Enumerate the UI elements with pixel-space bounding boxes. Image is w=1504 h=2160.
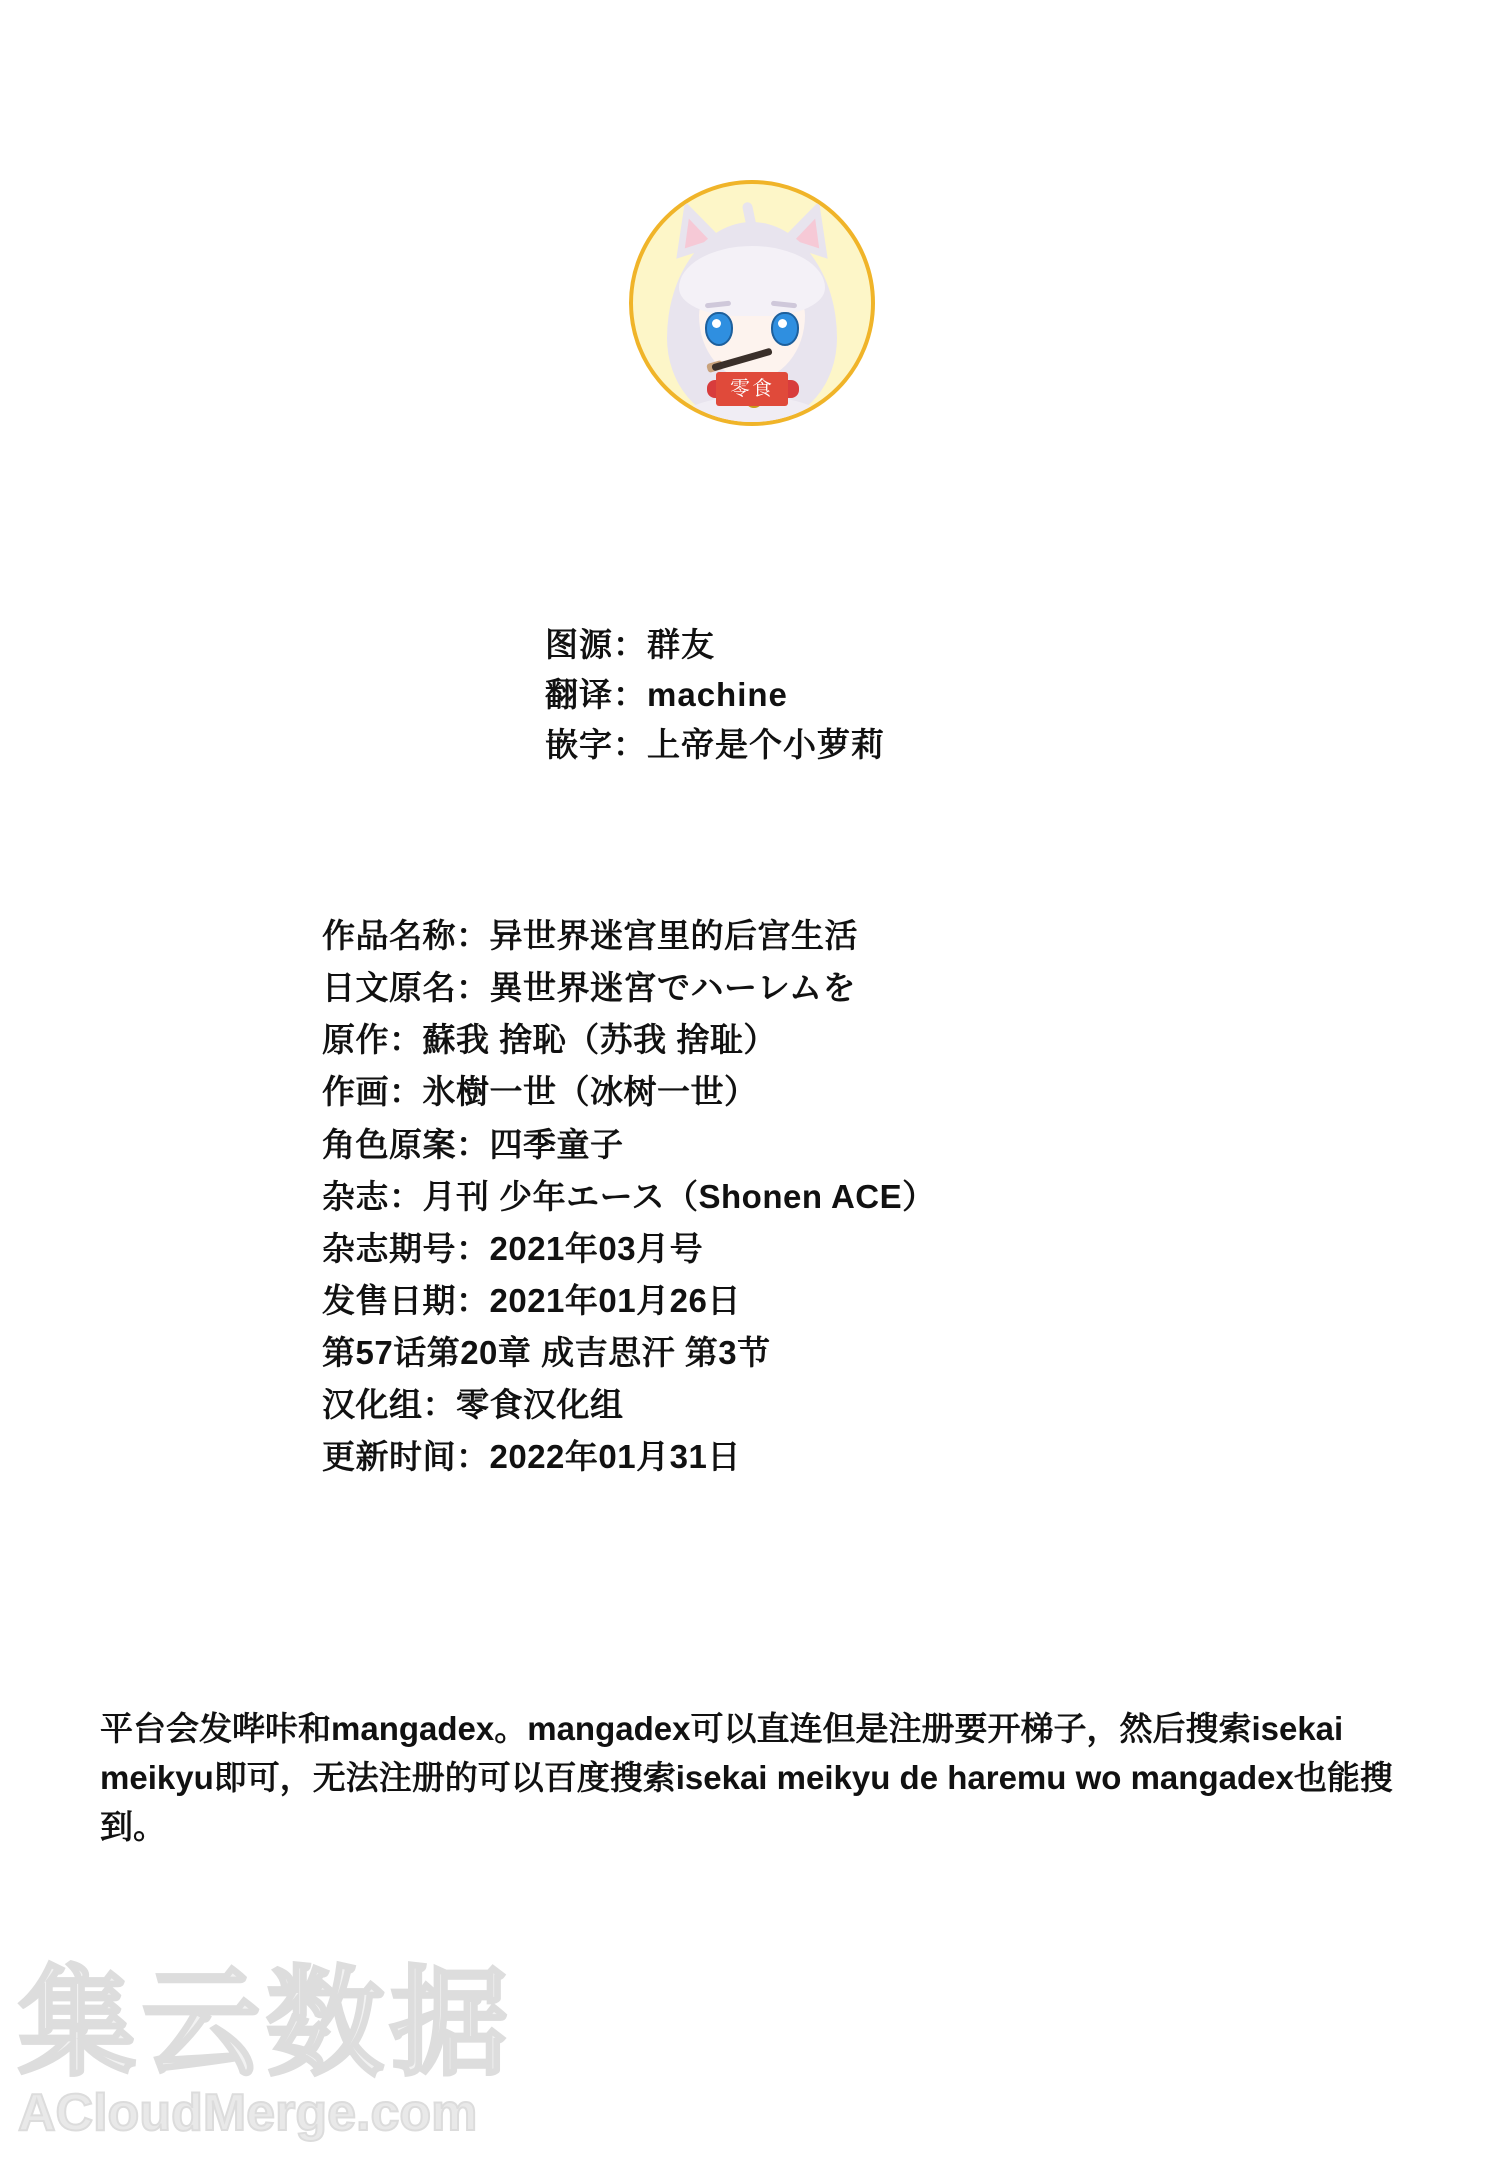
watermark — [18, 1957, 515, 2142]
credit-line-typesetter: 嵌字：上帝是个小萝莉 — [545, 726, 885, 764]
info-scanlation-group: 汉化组：零食汉化组 — [322, 1386, 624, 1424]
info-character-design: 角色原案：四季童子 — [322, 1125, 624, 1163]
info-author: 原作：蘇我 捨恥（苏我 捨耻） — [322, 1021, 777, 1059]
info-release-date: 发售日期：2021年01月26日 — [322, 1281, 741, 1319]
watermark-cn-text: 集云数据 — [18, 1957, 515, 2090]
scanlation-group-logo — [0, 180, 1504, 426]
info-issue: 杂志期号：2021年03月号 — [322, 1229, 704, 1267]
staff-credits — [545, 620, 885, 770]
eye-right-icon — [771, 312, 799, 346]
eye-left-icon — [705, 312, 733, 346]
info-chapter: 第57话第20章 成吉思汗 第3节 — [322, 1334, 771, 1371]
mascot-icon — [629, 180, 875, 426]
watermark-en-text: ACloudMerge.com — [18, 2083, 478, 2142]
info-magazine: 杂志：月刊 少年エース（Shonen ACE） — [322, 1177, 936, 1215]
credit-line-source: 图源：群友 — [545, 626, 715, 663]
info-title: 作品名称：异世界迷宫里的后宫生活 — [322, 917, 858, 954]
release-note: 平台会发哔咔和mangadex。mangadex可以直连但是注册要开梯子，然后搜索isekai meikyu即可，无法注册的可以百度搜索isekai meikyu de haremu wo mangadex也能搜到。 — [100, 1710, 1393, 1845]
work-info-block — [322, 910, 936, 1483]
credit-line-translator: 翻译：machine — [545, 676, 788, 714]
info-original-title: 日文原名：異世界迷宮でハーレムを — [322, 969, 857, 1007]
group-stamp-label: 零食 — [716, 372, 788, 406]
info-update-time: 更新时间：2022年01月31日 — [322, 1438, 741, 1476]
info-artist: 作画：氷樹一世（冰树一世） — [322, 1073, 758, 1111]
